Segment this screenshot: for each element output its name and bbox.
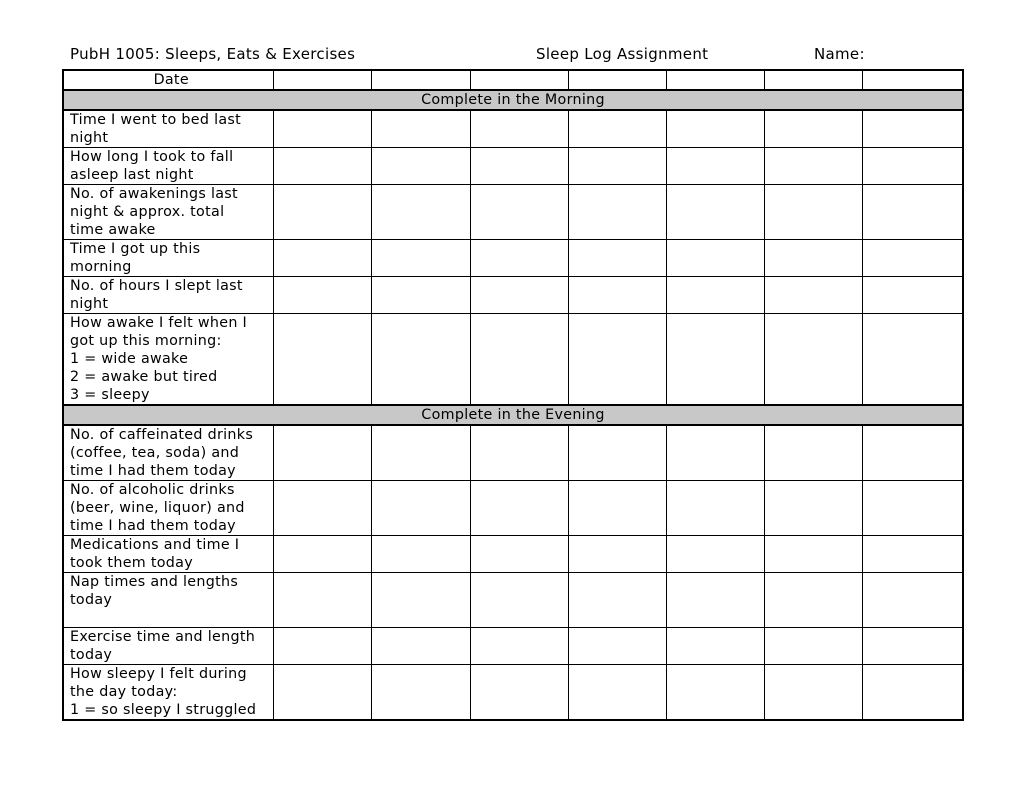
entry-cell[interactable] [273,148,371,185]
date-cell-3[interactable] [470,70,568,90]
entry-cell[interactable] [666,665,764,721]
name-label: Name: [814,45,865,63]
entry-cell[interactable] [862,110,963,148]
table-row [63,481,963,536]
entry-cell[interactable] [470,536,568,573]
table-row [63,277,963,314]
entry-cell[interactable] [764,240,862,277]
row-label-fall-asleep: How long I took to fall asleep last night [63,148,273,185]
entry-cell[interactable] [371,148,470,185]
morning-section-header: Complete in the Morning [63,90,963,110]
entry-cell[interactable] [568,277,666,314]
entry-cell[interactable] [568,628,666,665]
entry-cell[interactable] [273,185,371,240]
entry-cell[interactable] [273,481,371,536]
entry-cell[interactable] [764,573,862,628]
entry-cell[interactable] [862,481,963,536]
row-label-hours-slept: No. of hours I slept last night [63,277,273,314]
entry-cell[interactable] [273,628,371,665]
table-row [63,536,963,573]
evening-section-header: Complete in the Evening [63,405,963,425]
entry-cell[interactable] [764,148,862,185]
entry-cell[interactable] [273,314,371,406]
entry-cell[interactable] [862,240,963,277]
entry-cell[interactable] [371,628,470,665]
row-label-sleepiness: How sleepy I felt during the day today: 1 = so sleepy I struggled [63,665,273,721]
entry-cell[interactable] [666,573,764,628]
row-label-exercise: Exercise time and length today [63,628,273,665]
entry-cell[interactable] [371,665,470,721]
row-label-alcohol: No. of alcoholic drinks (beer, wine, liquor) and time I had them today [63,481,273,536]
entry-cell[interactable] [371,481,470,536]
date-cell-7[interactable] [862,70,963,90]
entry-cell[interactable] [371,185,470,240]
entry-cell[interactable] [371,425,470,481]
entry-cell[interactable] [862,148,963,185]
entry-cell[interactable] [666,425,764,481]
entry-cell[interactable] [862,536,963,573]
entry-cell[interactable] [470,628,568,665]
table-row [63,148,963,185]
entry-cell[interactable] [273,110,371,148]
entry-cell[interactable] [666,110,764,148]
entry-cell[interactable] [568,185,666,240]
date-cell-2[interactable] [371,70,470,90]
entry-cell[interactable] [568,536,666,573]
entry-cell[interactable] [764,425,862,481]
entry-cell[interactable] [470,481,568,536]
entry-cell[interactable] [764,314,862,406]
entry-cell[interactable] [862,185,963,240]
entry-cell[interactable] [470,148,568,185]
entry-cell[interactable] [371,277,470,314]
sleep-log-table [62,69,964,721]
course-title: PubH 1005: Sleeps, Eats & Exercises [70,45,356,63]
entry-cell[interactable] [862,665,963,721]
entry-cell[interactable] [273,240,371,277]
date-header: Date [63,70,273,90]
entry-cell[interactable] [568,314,666,406]
table-row [63,665,963,721]
entry-cell[interactable] [764,665,862,721]
entry-cell[interactable] [666,536,764,573]
table-row [63,573,963,628]
entry-cell[interactable] [470,665,568,721]
date-cell-6[interactable] [764,70,862,90]
entry-cell[interactable] [862,314,963,406]
row-label-got-up: Time I got up this morning [63,240,273,277]
date-cell-1[interactable] [273,70,371,90]
table-row [63,185,963,240]
entry-cell[interactable] [470,240,568,277]
entry-cell[interactable] [666,481,764,536]
row-label-awake-feeling: How awake I felt when I got up this morning: 1 = wide awake 2 = awake but tired 3 = sleepy [63,314,273,406]
entry-cell[interactable] [764,277,862,314]
page-header [0,45,1023,65]
entry-cell[interactable] [470,314,568,406]
entry-cell[interactable] [862,425,963,481]
entry-cell[interactable] [764,481,862,536]
entry-cell[interactable] [273,665,371,721]
entry-cell[interactable] [666,314,764,406]
entry-cell[interactable] [371,573,470,628]
entry-cell[interactable] [568,481,666,536]
entry-cell[interactable] [273,573,371,628]
table-row [63,240,963,277]
date-cell-4[interactable] [568,70,666,90]
entry-cell[interactable] [273,536,371,573]
entry-cell[interactable] [568,573,666,628]
row-label-naps: Nap times and lengths today [63,573,273,628]
entry-cell[interactable] [273,277,371,314]
entry-cell[interactable] [470,185,568,240]
entry-cell[interactable] [470,425,568,481]
entry-cell[interactable] [470,110,568,148]
table-row [63,628,963,665]
entry-cell[interactable] [371,536,470,573]
entry-cell[interactable] [862,628,963,665]
row-label-caffeine: No. of caffeinated drinks (coffee, tea, soda) and time I had them today [63,425,273,481]
row-label-medications: Medications and time I took them today [63,536,273,573]
table-row [63,425,963,481]
entry-cell[interactable] [568,110,666,148]
entry-cell[interactable] [371,110,470,148]
entry-cell[interactable] [568,240,666,277]
table-row [63,110,963,148]
entry-cell[interactable] [666,148,764,185]
entry-cell[interactable] [273,425,371,481]
entry-cell[interactable] [764,110,862,148]
entry-cell[interactable] [666,277,764,314]
entry-cell[interactable] [862,573,963,628]
entry-cell[interactable] [764,185,862,240]
entry-cell[interactable] [470,277,568,314]
date-cell-5[interactable] [666,70,764,90]
entry-cell[interactable] [371,314,470,406]
entry-cell[interactable] [764,536,862,573]
entry-cell[interactable] [470,573,568,628]
entry-cell[interactable] [666,185,764,240]
entry-cell[interactable] [371,240,470,277]
entry-cell[interactable] [568,425,666,481]
entry-cell[interactable] [862,277,963,314]
entry-cell[interactable] [666,240,764,277]
entry-cell[interactable] [568,665,666,721]
assignment-title: Sleep Log Assignment [536,45,709,63]
row-label-awakenings: No. of awakenings last night & approx. total time awake [63,185,273,240]
entry-cell[interactable] [666,628,764,665]
entry-cell[interactable] [568,148,666,185]
table-row [63,314,963,406]
row-label-bedtime: Time I went to bed last night [63,110,273,148]
entry-cell[interactable] [764,628,862,665]
